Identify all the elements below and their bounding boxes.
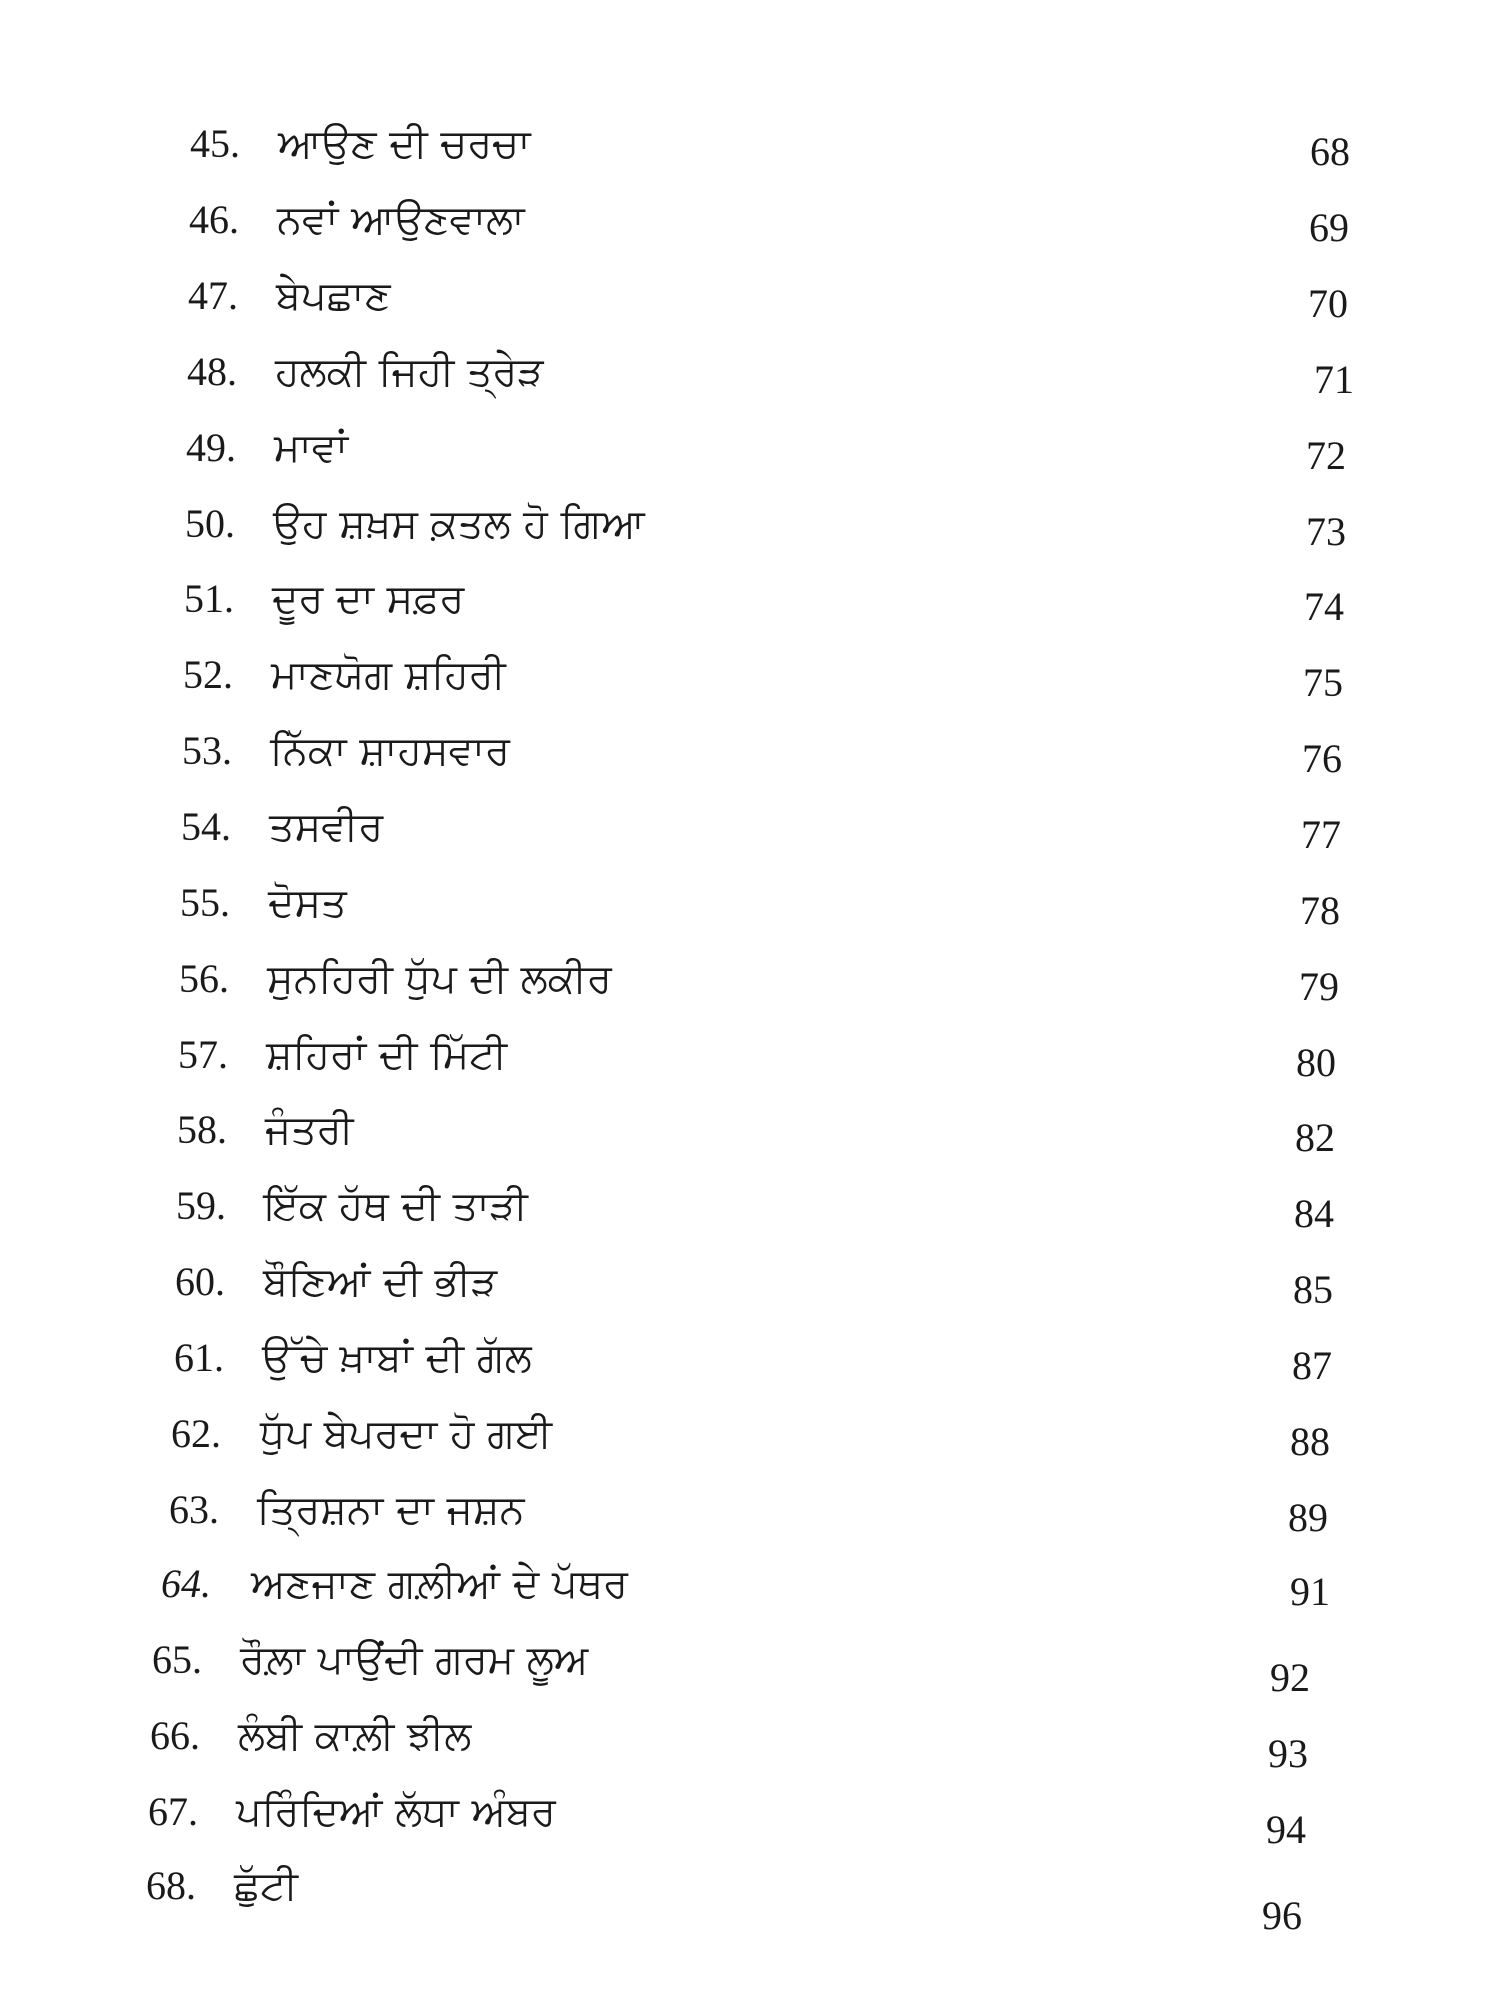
entry-page-number: 74 <box>1304 584 1344 629</box>
toc-entry <box>0 1334 1500 1394</box>
entry-number: 54. <box>181 804 231 849</box>
toc-entry <box>0 955 1500 1015</box>
toc-entry <box>0 1031 1500 1091</box>
toc-entry <box>0 1486 1500 1546</box>
entry-page-number: 69 <box>1309 205 1349 250</box>
entry-title: ਰੌਲ਼ਾ ਪਾਉਂਦੀ ਗਰਮ ਲੂਅ <box>240 1637 589 1683</box>
entry-page-number: 73 <box>1306 509 1346 554</box>
entry-page-number: 89 <box>1288 1495 1328 1540</box>
entry-title: ਧੁੱਪ ਬੇਪਰਦਾ ਹੋ ਗਈ <box>260 1411 553 1457</box>
entry-title: ਸ਼ਹਿਰਾਂ ਦੀ ਮਿੱਟੀ <box>266 1032 508 1078</box>
toc-entry <box>0 651 1500 711</box>
entry-number: 48. <box>187 349 237 394</box>
entry-number: 49. <box>186 425 236 470</box>
toc-entry <box>0 1636 1500 1700</box>
toc-entry <box>0 1862 1500 1938</box>
entry-number: 63. <box>169 1487 219 1532</box>
entry-title: ਅਣਜਾਣ ਗਲ਼ੀਆਂ ਦੇ ਪੱਥਰ <box>251 1561 628 1607</box>
entry-number: 56. <box>179 956 229 1001</box>
entry-title: ਬੌਣਿਆਂ ਦੀ ਭੀੜ <box>263 1259 498 1305</box>
entry-title: ਤਸਵੀਰ <box>269 804 384 850</box>
entry-page-number: 87 <box>1292 1343 1332 1388</box>
toc-entry <box>0 272 1500 332</box>
entry-page-number: 76 <box>1302 736 1342 781</box>
entry-number: 53. <box>182 728 232 773</box>
entry-page-number: 70 <box>1308 281 1348 326</box>
entry-number: 57. <box>178 1032 228 1077</box>
entry-title: ਉੱਚੇ ਖ਼ਾਬਾਂ ਦੀ ਗੱਲ <box>262 1335 532 1381</box>
entry-title: ਆਉਣ ਦੀ ਚਰਚਾ <box>278 121 531 167</box>
entry-number: 45. <box>190 121 240 166</box>
toc-entry <box>0 1182 1500 1242</box>
entry-title: ਦੂਰ ਦਾ ਸਫ਼ਰ <box>272 576 465 622</box>
entry-number: 52. <box>183 652 233 697</box>
entry-number: 61. <box>174 1335 224 1380</box>
entry-title: ਮਾਵਾਂ <box>274 425 349 471</box>
entry-page-number: 94 <box>1266 1807 1306 1852</box>
entry-title: ਹਲਕੀ ਜਿਹੀ ਤ੍ਰੇੜ <box>275 349 544 395</box>
entry-number: 50. <box>185 501 235 546</box>
entry-number: 64. <box>161 1561 211 1606</box>
entry-title: ਤ੍ਰਿਸ਼ਨਾ ਦਾ ਜਸ਼ਨ <box>257 1487 525 1533</box>
entry-page-number: 92 <box>1270 1655 1310 1700</box>
toc-entry <box>0 575 1500 635</box>
entry-page-number: 78 <box>1300 888 1340 933</box>
entry-page-number: 88 <box>1290 1419 1330 1464</box>
entry-number: 46. <box>189 197 239 242</box>
entry-title: ਜੰਤਰੀ <box>265 1107 354 1153</box>
entry-title: ਉਹ ਸ਼ਖ਼ਸ ਕ਼ਤਲ ਹੋ ਗਿਆ <box>273 501 645 547</box>
entry-page-number: 93 <box>1268 1731 1308 1776</box>
entry-title: ਸੁਨਹਿਰੀ ਧੁੱਪ ਦੀ ਲਕੀਰ <box>267 956 612 1002</box>
entry-page-number: 91 <box>1290 1569 1330 1614</box>
entry-page-number: 71 <box>1314 357 1354 402</box>
entry-title: ਇੱਕ ਹੱਥ ਦੀ ਤਾੜੀ <box>264 1183 528 1229</box>
entry-title: ਮਾਣਯੋਗ ਸ਼ਹਿਰੀ <box>271 652 506 698</box>
entry-page-number: 80 <box>1296 1040 1336 1085</box>
entry-title: ਬੇਪਛਾਣ <box>276 273 391 319</box>
entry-title: ਛੁੱਟੀ <box>234 1863 298 1909</box>
toc-entry <box>0 803 1500 863</box>
entry-page-number: 77 <box>1301 812 1341 857</box>
entry-number: 67. <box>148 1789 198 1834</box>
toc-entry <box>0 1788 1500 1852</box>
entry-page-number: 85 <box>1293 1267 1333 1312</box>
entry-number: 59. <box>176 1183 226 1228</box>
toc-entry <box>0 1560 1500 1620</box>
entry-page-number: 72 <box>1306 433 1346 478</box>
entry-page-number: 79 <box>1299 964 1339 1009</box>
toc-entry <box>0 120 1500 180</box>
entry-title: ਨਵਾਂ ਆਉਣਵਾਲਾ <box>277 197 525 243</box>
toc-entry <box>0 1106 1500 1166</box>
entry-title: ਪਰਿੰਦਿਆਂ ਲੱਧਾ ਅੰਬਰ <box>236 1789 556 1835</box>
entry-title: ਲੰਬੀ ਕਾਲ਼ੀ ਝੀਲ <box>238 1713 472 1759</box>
entry-number: 55. <box>180 880 230 925</box>
toc-entry <box>0 424 1500 484</box>
toc-entry <box>0 1410 1500 1470</box>
toc-entry <box>0 1258 1500 1318</box>
entry-page-number: 84 <box>1294 1191 1334 1236</box>
toc-entry <box>0 500 1500 560</box>
toc-entry <box>0 879 1500 939</box>
entry-page-number: 68 <box>1310 129 1350 174</box>
entry-number: 47. <box>188 273 238 318</box>
entry-number: 58. <box>177 1107 227 1152</box>
toc-entry <box>0 196 1500 256</box>
entry-number: 68. <box>146 1863 196 1908</box>
entry-number: 51. <box>184 576 234 621</box>
entry-number: 60. <box>175 1259 225 1304</box>
entry-title: ਨਿੱਕਾ ਸ਼ਾਹਸਵਾਰ <box>270 728 510 774</box>
entry-page-number: 96 <box>1262 1893 1302 1938</box>
toc-entry <box>0 727 1500 787</box>
entry-page-number: 82 <box>1295 1115 1335 1160</box>
entry-number: 66. <box>150 1713 200 1758</box>
entry-title: ਦੋਸਤ <box>268 880 347 926</box>
toc-entry <box>0 1712 1500 1776</box>
entry-number: 62. <box>171 1411 221 1456</box>
toc-entry <box>0 348 1500 408</box>
entry-number: 65. <box>152 1637 202 1682</box>
entry-page-number: 75 <box>1303 660 1343 705</box>
